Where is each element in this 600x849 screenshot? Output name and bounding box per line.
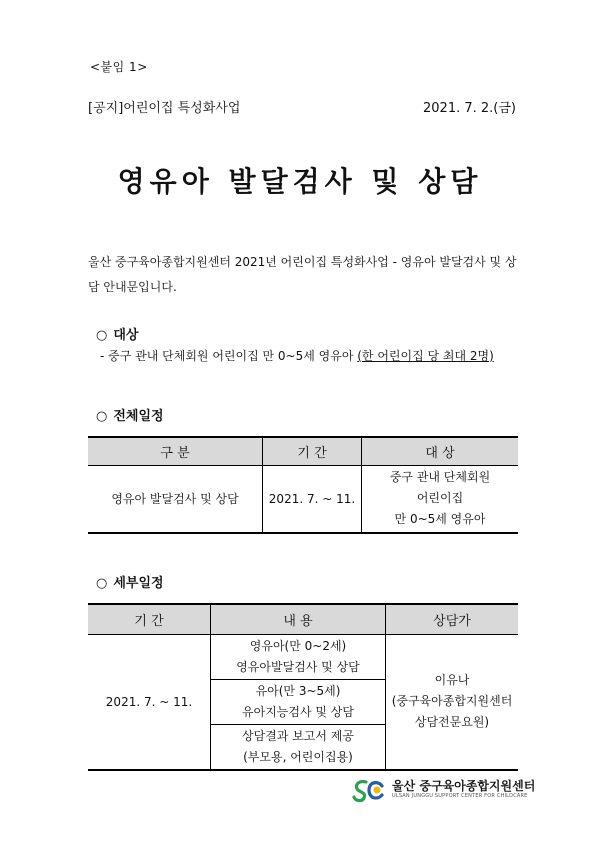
section-schedule (96, 405, 164, 424)
table-cell (362, 465, 519, 533)
table-cell: 영유아 발달검사 및 상담 (88, 465, 263, 533)
column-header: 구 분 (88, 437, 263, 465)
table-cell (211, 724, 386, 770)
section-heading: 세부일정 (113, 576, 164, 591)
circle-bullet: ○ (96, 576, 108, 591)
intro-text: 울산 중구육아종합지원센터 2021년 어린이집 특성화사업 - 영유아 발달검사 및 상담 안내문입니다. (88, 255, 517, 294)
content-line: 유아(만 3~5세) (255, 683, 341, 698)
target-line: 중구 관내 단체회원 (389, 470, 491, 485)
notice-title: [공지]어린이집 특성화사업 (88, 101, 241, 116)
content-line: (부모용, 어린이집용) (243, 749, 353, 764)
notice-date: 2021. 7. 2.(금) (423, 101, 516, 116)
table-cell: 2021. 7. ~ 11. (88, 634, 211, 770)
target-limit: (한 어린이집 당 최대 2명) (357, 349, 494, 363)
counselor-line: (중구육아종합지원센터 (391, 694, 513, 708)
content-line: 상담결과 보고서 제공 (242, 728, 354, 743)
center-logo (352, 776, 536, 804)
table-cell (211, 634, 386, 679)
content-line: 영유아발달검사 및 상담 (236, 659, 360, 674)
counselor-line: 상담전문요원) (414, 715, 490, 729)
table-cell: 2021. 7. ~ 11. (263, 465, 362, 533)
section-target (96, 324, 138, 343)
column-header: 기 간 (263, 437, 362, 465)
column-header: 내 용 (211, 604, 386, 634)
logo-subtitle: ULSAN JUNGGU SUPPORT CENTER FOR CHILDCARE (392, 793, 528, 799)
logo-mark-icon (352, 776, 388, 804)
circle-bullet: ○ (96, 328, 108, 343)
content-line: 영유아(만 0~2세) (249, 638, 347, 653)
table-row (88, 465, 518, 533)
target-line: 어린이집 (416, 491, 464, 506)
counselor-line: 이유나 (434, 673, 470, 687)
main-title: 영유아 발달검사 및 상담 (117, 165, 483, 198)
circle-bullet: ○ (96, 409, 108, 424)
section-heading: 대상 (113, 328, 139, 343)
target-text: - 중구 관내 단체회원 어린이집 만 0~5세 영유아 (100, 349, 358, 363)
column-header: 기 간 (88, 604, 211, 634)
schedule-table (88, 436, 518, 534)
section-detail (96, 572, 164, 591)
section-heading: 전체일정 (113, 409, 164, 424)
detail-table (88, 603, 518, 771)
target-line: 만 0~5세 영유아 (394, 512, 486, 527)
target-description (100, 347, 494, 364)
logo-name: 울산 중구육아종합지원센터 (392, 779, 536, 793)
table-cell (211, 679, 386, 724)
column-header: 상담가 (386, 604, 519, 634)
column-header: 대 상 (362, 437, 519, 465)
table-row (88, 634, 518, 679)
table-cell (386, 634, 519, 770)
attachment-label: <붙임 1> (90, 60, 148, 74)
content-line: 유아지능검사 및 상담 (242, 704, 354, 719)
